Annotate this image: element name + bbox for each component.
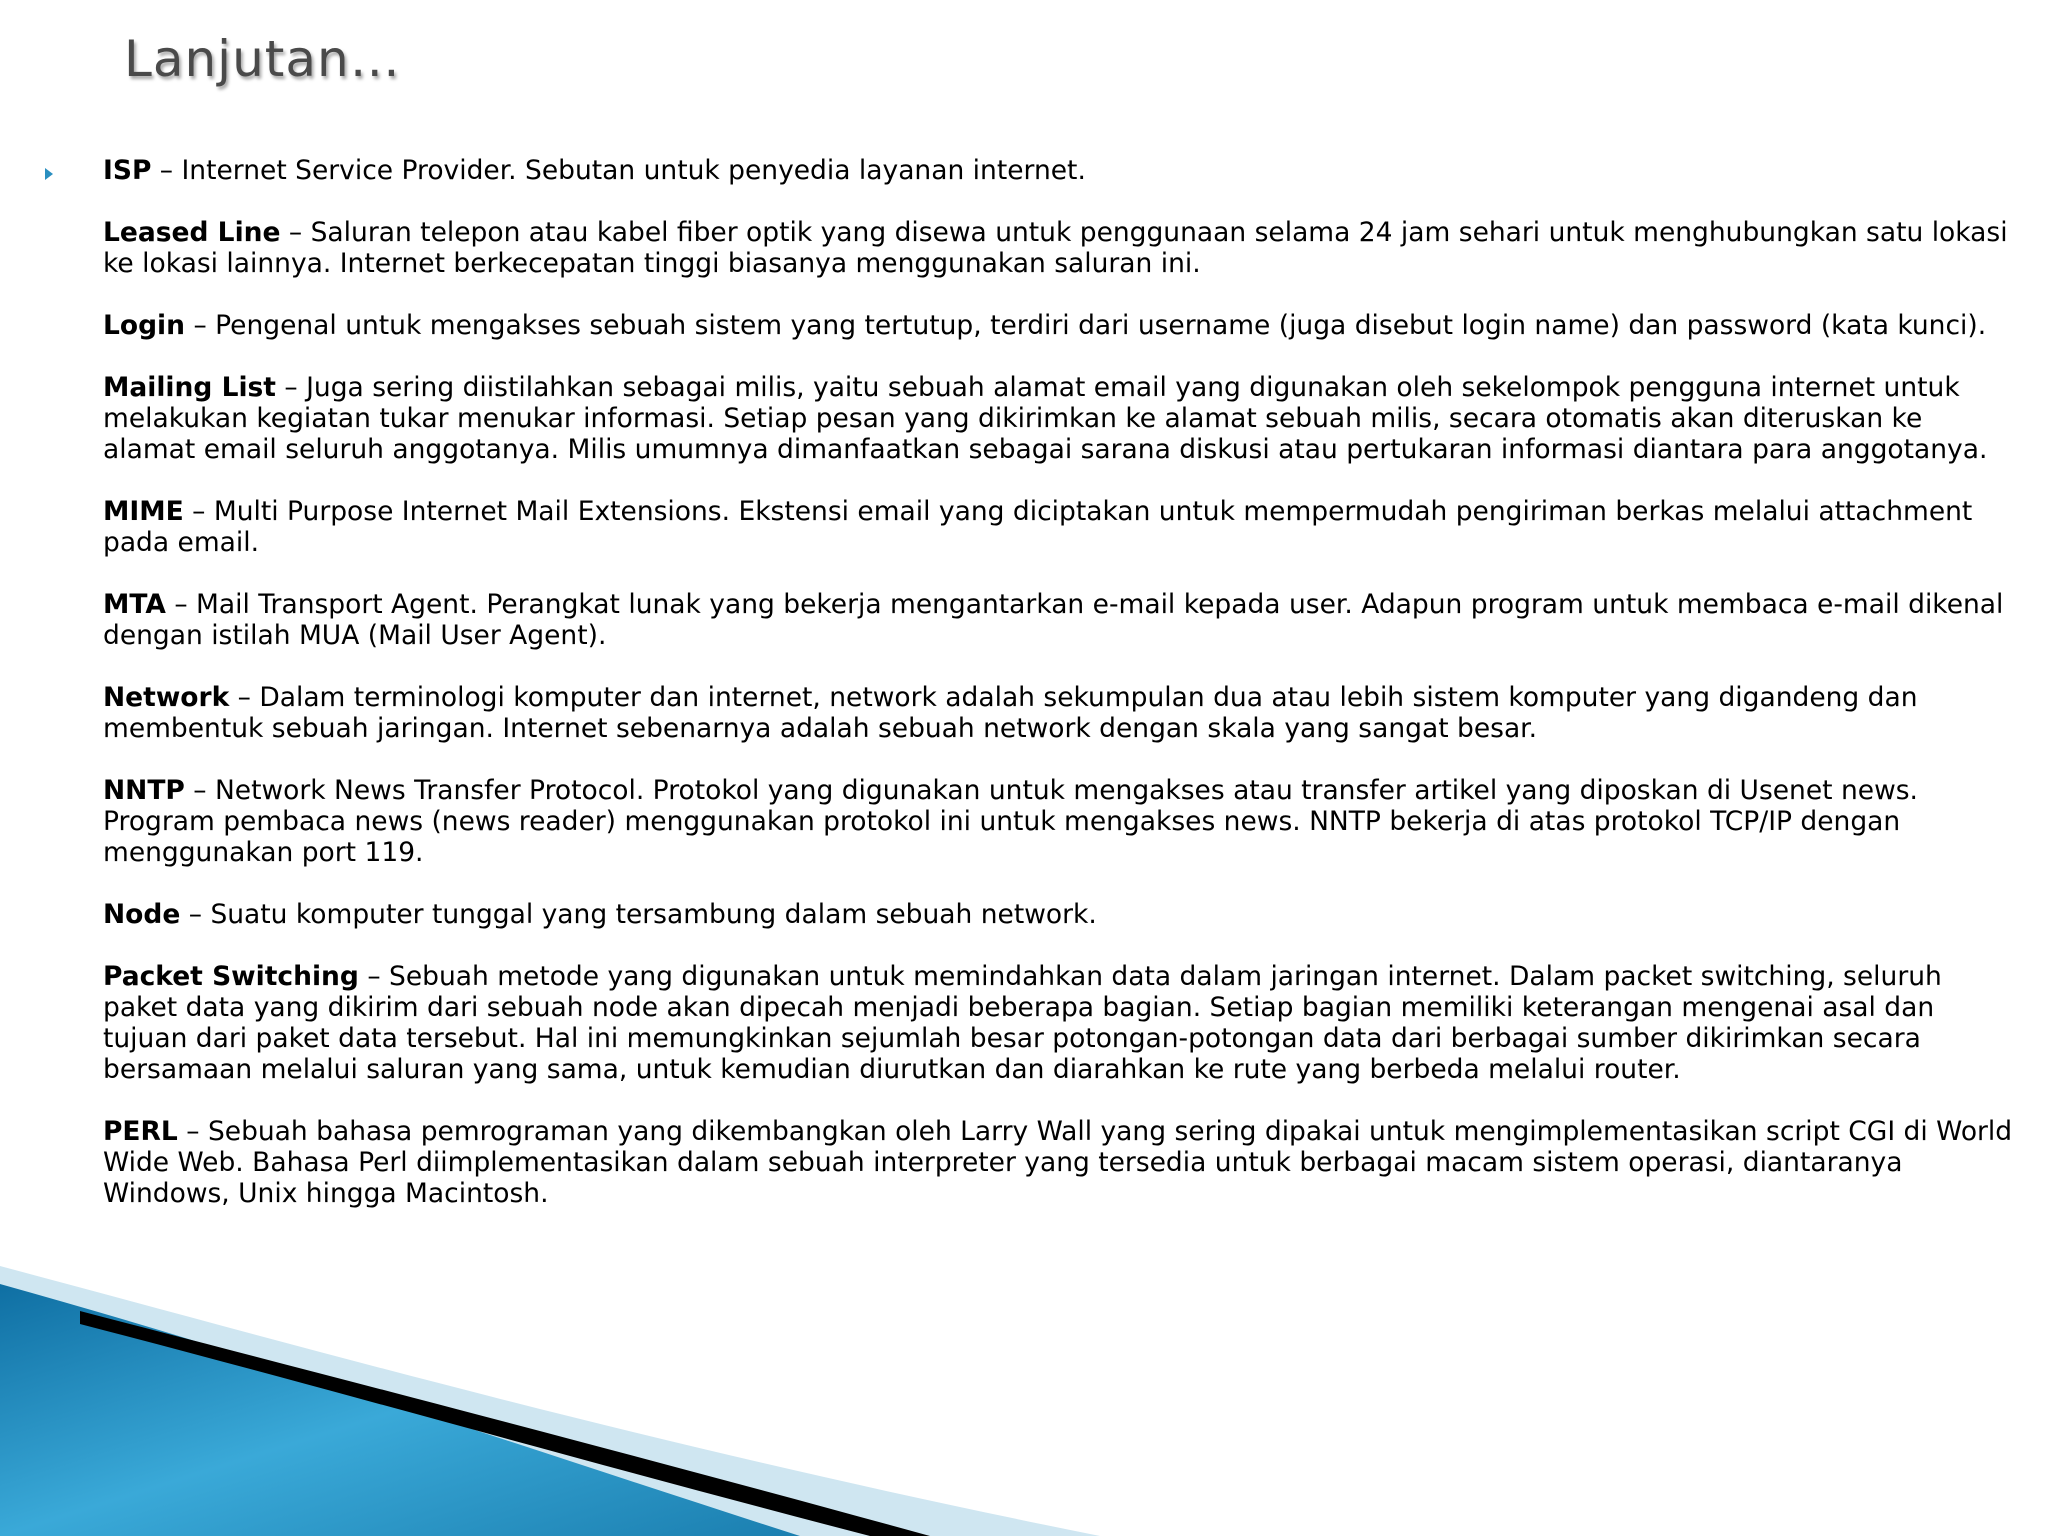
term-separator: – bbox=[358, 961, 389, 992]
term-separator: – bbox=[184, 775, 215, 806]
definition-text: Dalam terminologi komputer dan internet, network adalah sekumpulan dua atau lebih sistem komputer yang digandeng dan membentuk sebuah jaringan. Internet sebenarnya adalah sebuah network dengan skala yang sangat besar. bbox=[103, 682, 1918, 744]
definition-text: Internet Service Provider. Sebutan untuk penyedia layanan internet. bbox=[181, 155, 1086, 186]
definition-text: Mail Transport Agent. Perangkat lunak yang bekerja mengantarkan e-mail kepada user. Adapun program untuk membaca e-mail dikenal dengan istilah MUA (Mail User Agent). bbox=[103, 589, 2004, 651]
term-separator: – bbox=[165, 589, 197, 620]
definition-text: Juga sering diistilahkan sebagai milis, yaitu sebuah alamat email yang digunakan oleh sekelompok pengguna internet untuk melakukan kegiatan tukar menukar informasi. Setiap pesan yang dikirimkan ke alamat sebuah milis, secara otomatis akan diteruskan ke alamat email seluruh anggotanya. Milis umumnya dimanfaatkan sebagai sarana diskusi atau pertukaran informasi diantara para anggotanya. bbox=[103, 372, 1988, 465]
definition-entry bbox=[103, 372, 2021, 465]
definition-entry bbox=[103, 682, 2021, 744]
definition-term: NNTP bbox=[103, 775, 185, 806]
term-separator: – bbox=[280, 217, 311, 248]
term-separator: – bbox=[180, 899, 211, 930]
definition-text: Sebuah bahasa pemrograman yang dikembangkan oleh Larry Wall yang sering dipakai untuk mengimplementasikan script CGI di World Wide Web. Bahasa Perl diimplementasikan dalam sebuah interpreter yang tersedia untuk berbagai macam sistem operasi, diantaranya Windows, Unix hingga Macintosh. bbox=[103, 1116, 2013, 1209]
definition-entry bbox=[103, 217, 2021, 279]
definition-term: ISP bbox=[103, 155, 152, 186]
slide-title: Lanjutan… bbox=[124, 30, 401, 88]
definition-term: Leased Line bbox=[103, 217, 281, 248]
definition-entry bbox=[103, 775, 2021, 868]
term-separator: – bbox=[183, 496, 214, 527]
term-separator: – bbox=[185, 310, 216, 341]
definition-entry bbox=[103, 961, 2021, 1085]
term-separator: – bbox=[229, 682, 260, 713]
definition-text: Network News Transfer Protocol. Protokol yang digunakan untuk mengakses atau transfer artikel yang diposkan di Usenet news. Program pembaca news (news reader) menggunakan protokol ini untuk mengakses news. NNTP bekerja di atas protokol TCP/IP dengan menggunakan port 119. bbox=[103, 775, 1918, 868]
term-separator: – bbox=[177, 1116, 208, 1147]
definition-entry bbox=[103, 155, 2021, 186]
definition-text: Suatu komputer tunggal yang tersambung dalam sebuah network. bbox=[210, 899, 1097, 930]
definition-entry bbox=[103, 1116, 2021, 1209]
term-separator: – bbox=[275, 372, 307, 403]
entries-container bbox=[103, 155, 2021, 1240]
definition-text: Multi Purpose Internet Mail Extensions. Ekstensi email yang diciptakan untuk mempermudah pengiriman berkas melalui attachment pada email. bbox=[103, 496, 1973, 558]
definition-term: Packet Switching bbox=[103, 961, 359, 992]
definition-text: Pengenal untuk mengakses sebuah sistem yang tertutup, terdiri dari username (juga disebut login name) dan password (kata kunci). bbox=[215, 310, 1987, 341]
bullet-arrow-icon bbox=[45, 168, 53, 180]
definition-term: PERL bbox=[103, 1116, 178, 1147]
decorative-wave-graphic bbox=[0, 1266, 1100, 1536]
definition-term: Mailing List bbox=[103, 372, 276, 403]
definition-entry bbox=[103, 899, 2021, 930]
definition-term: Login bbox=[103, 310, 186, 341]
definition-term: MTA bbox=[103, 589, 166, 620]
definition-text: Saluran telepon atau kabel fiber optik yang disewa untuk penggunaan selama 24 jam sehari untuk menghubungkan satu lokasi ke lokasi lainnya. Internet berkecepatan tinggi biasanya menggunakan saluran ini. bbox=[103, 217, 2008, 279]
definition-term: Node bbox=[103, 899, 181, 930]
term-separator: – bbox=[151, 155, 182, 186]
definition-entry bbox=[103, 310, 2021, 341]
definition-text: Sebuah metode yang digunakan untuk memindahkan data dalam jaringan internet. Dalam packet switching, seluruh paket data yang dikirim dari sebuah node akan dipecah menjadi beberapa bagian. Setiap bagian memiliki keterangan mengenai asal dan tujuan dari paket data tersebut. Hal ini memungkinkan sejumlah besar potongan-potongan data dari berbagai sumber dikirimkan secara bersamaan melalui saluran yang sama, untuk kemudian diurutkan dan diarahkan ke rute yang berbeda melalui router. bbox=[103, 961, 1942, 1085]
definition-term: MIME bbox=[103, 496, 184, 527]
definition-entry bbox=[103, 496, 2021, 558]
definition-term: Network bbox=[103, 682, 230, 713]
definition-entry bbox=[103, 589, 2021, 651]
